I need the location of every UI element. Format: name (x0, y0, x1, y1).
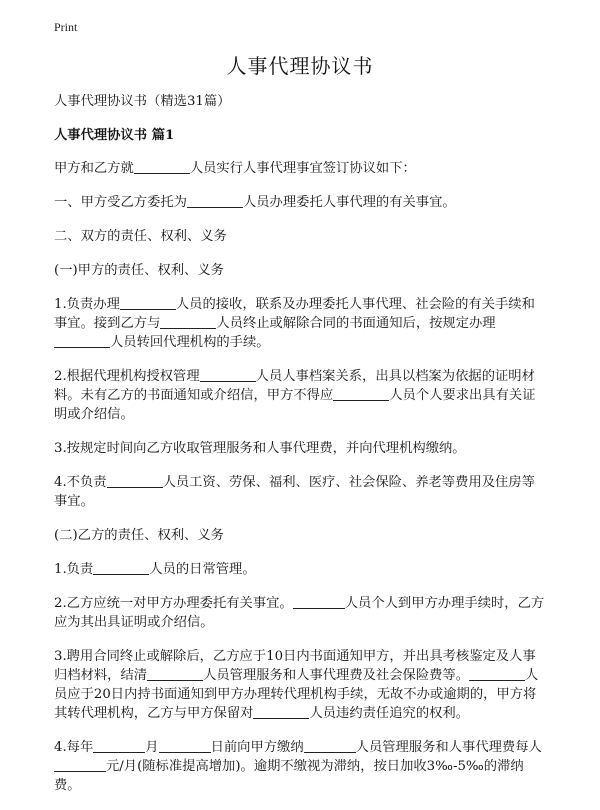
paragraph: 1.负责 人员的日常管理。 (54, 562, 256, 577)
paragraph: 1.负责办理 人员的接收，联系及办理委托人事代理、社会险的有关手续和事宜。接到乙方与 人员终止或解除合同的书面通知后，按规定办理人员转回代理机构的手续。 (54, 297, 535, 350)
subsection-heading: (一)甲方的责任、权利、义务 (54, 263, 224, 278)
fill-blank (160, 314, 216, 329)
fill-blank (93, 560, 149, 575)
paragraph: 4.不负责 人员工资、劳保、福利、医疗、社会保险、养老等费用及住房等事宜。 (54, 475, 535, 509)
paragraph: 一、甲方受乙方委托为 人员办理委托人事代理的有关事宜。 (54, 195, 456, 210)
paragraph: 2.根据代理机构授权管理 人员人事档案关系，出具以档案为依据的证明材料。未有乙方的书面通知或介绍信，甲方不得应 人员个人要求出具有关证明或介绍信。 (54, 369, 536, 422)
fill-blank (304, 738, 356, 753)
fill-blank (107, 473, 163, 488)
section-heading: 二、双方的责任、权利、义务 (54, 229, 227, 244)
fill-blank (134, 159, 190, 174)
fill-blank (147, 666, 203, 681)
document-body (54, 92, 548, 810)
fill-blank (200, 367, 256, 382)
document-subtitle: 人事代理协议书（精选31篇） (54, 94, 231, 109)
fill-blank (469, 666, 525, 681)
paragraph: 3.按规定时间向乙方收取管理服务和人事代理费，并向代理机构缴纳。 (54, 441, 466, 456)
document-title: 人事代理协议书 (226, 54, 374, 78)
fill-blank (120, 295, 176, 310)
fill-blank (293, 594, 345, 609)
fill-blank (187, 193, 243, 208)
fill-blank (54, 333, 110, 348)
fill-blank (54, 757, 106, 772)
fill-blank (93, 738, 145, 753)
paragraph: 2.乙方应统一对甲方办理委托有关事宜。 人员个人到甲方办理手续时，乙方应为其出具证明或介绍信。 (54, 596, 545, 630)
paragraph: 3.聘用合同终止或解除后，乙方应于10日内书面通知甲方，并出具考核鉴定及人事归档材料，结清 人员管理服务和人事代理费及社会保险费等。 人员应于20日内持书面通知到甲方办理转代理机构手续，无故不办或逾期的，甲方将其转代理机构，乙方与甲方保留对 人员违约责任追究的权利。 (54, 649, 539, 721)
paragraph: 甲方和乙方就 人员实行人事代理事宜签订协议如下： (54, 161, 416, 176)
paragraph: 4.每年 月 日前向甲方缴纳 人员管理服务和人事代理费每人元/月(随标准提高增加)。逾期不缴视为滞纳，按日加收3‰-5‰的滞纳费。 (54, 740, 542, 793)
subsection-heading: (二)乙方的责任、权利、义务 (54, 528, 224, 543)
print-label[interactable]: Print (54, 20, 78, 34)
fill-blank (159, 738, 211, 753)
fill-blank (253, 704, 309, 719)
fill-blank (333, 386, 389, 401)
chapter-heading: 人事代理协议书 篇1 (54, 128, 175, 143)
